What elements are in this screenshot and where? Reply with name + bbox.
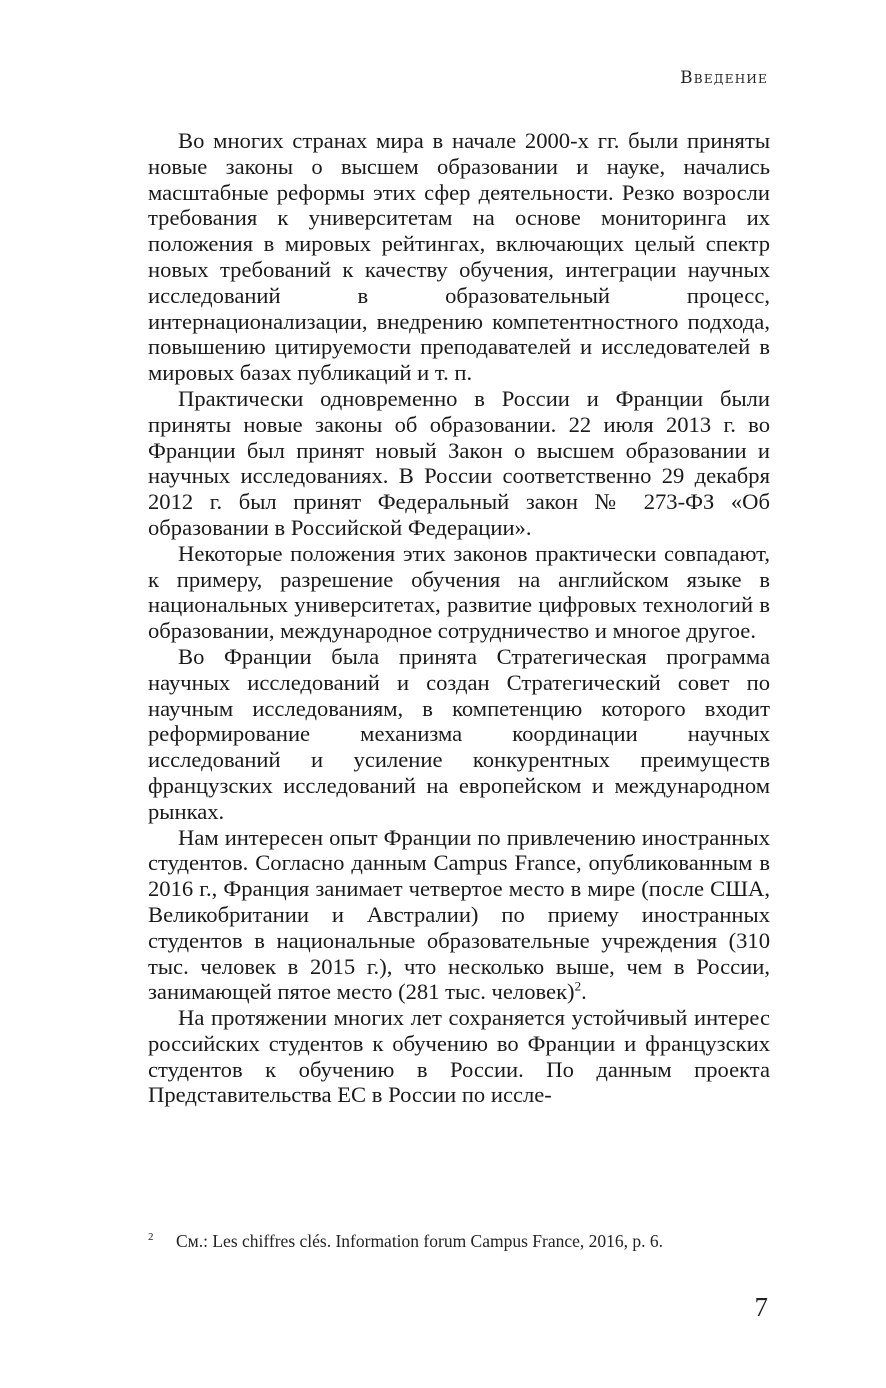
- paragraph-1: Во многих странах мира в начале 2000-х гг. были приняты новые законы о высшем образовании и науке, начались масштабные реформы этих сфер деятельности. Резко возросли требования к университетам на основе мониторинга их положения в мировых рейтингах, включающих целый спектр новых требований к качеству обучения, интеграции научных исследований в образовательный процесс, интернационализации, внедрению компетентностного подхода, повышению цитируемости преподавателей и исследователей в мировых базах публикаций и т. п.: [148, 128, 770, 386]
- footnote-reference[interactable]: 2: [574, 978, 582, 994]
- footnote-text: См.: Les chiffres clés. Information forum Campus France, 2016, p. 6.: [176, 1231, 664, 1251]
- paragraph-3: Некоторые положения этих законов практически совпадают, к примеру, разрешение обучения на английском языке в национальных университетах, развитие цифровых технологий в образовании, международное сотрудничество и многое другое.: [148, 540, 770, 644]
- paragraph-6: На протяжении многих лет сохраняется устойчивый интерес российских студентов к обучению во Франции и французских студентов к обучению в России. По данным проекта Представительства ЕС в России по иссле-: [148, 1005, 770, 1108]
- page-number: 7: [754, 1292, 768, 1322]
- paragraph-2: Практически одновременно в России и Франции были приняты новые законы об образовании. 22 июля 2013 г. во Франции был принят новый Закон о высшем образовании и научных исследованиях. В России соответственно 29 декабря 2012 г. был принят Федеральный закон № 273-ФЗ «Об образовании в Российской Федерации».: [148, 385, 770, 540]
- paragraph-5-text: Нам интересен опыт Франции по привлечению иностранных студентов. Согласно данным Campus France, опубликованным в 2016 г., Франция занимает четвертое место в мире (после США, Великобритании и Австралии) по приему иностранных студентов в национальные образовательные учреждения (310 тыс. человек в 2015 г.), что несколько выше, чем в России, занимающей пятое место (281 тыс. человек): [148, 824, 770, 1005]
- paragraph-5-end: .: [581, 979, 587, 1005]
- body-text: [148, 128, 770, 1108]
- paragraph-4: Во Франции была принята Стратегическая программа научных исследований и создан Стратегический совет по научным исследованиям, в компетенцию которого входит реформирование механизма координации научных исследований и усиление конкурентных преимуществ французских исследований на европейском и международном рынках.: [148, 643, 770, 824]
- footnote: 2 См.: Les chiffres clés. Information forum Campus France, 2016, p. 6.: [148, 1231, 664, 1251]
- running-head-title: Введение: [680, 68, 768, 88]
- paragraph-5: [148, 825, 770, 1006]
